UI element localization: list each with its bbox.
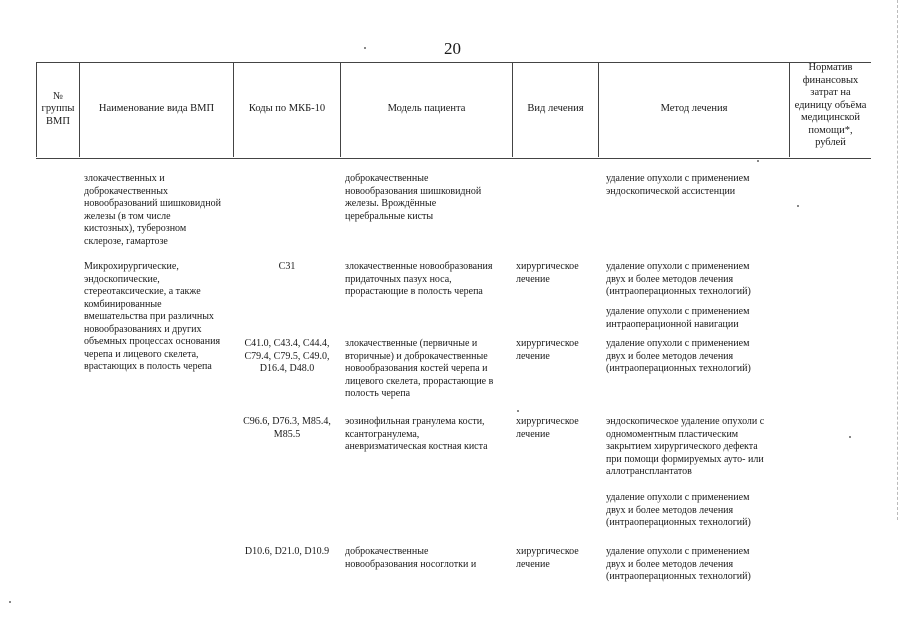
patient-model-cell: эозинофильная гранулема кости, ксантогранулема, аневризматическая костная киста [345, 416, 488, 452]
page-number: 20 [444, 39, 461, 58]
vmp-name-cell: злокачественных и доброкачественных новообразований шишковидной железы (в том числе кистозных), туберозном склерозе, гамартозе [84, 173, 221, 247]
treatment-method-cell: удаление опухоли с применением двух и более методов лечения (интраоперационных технологий) [606, 492, 751, 528]
scan-speck [797, 205, 799, 207]
treatment-type-cell: хирургическое лечение [516, 546, 579, 570]
scan-speck [849, 436, 851, 438]
scan-speck [757, 160, 759, 162]
header-icd-codes: Коды по МКБ-10 [248, 103, 326, 115]
scan-speck [9, 601, 11, 603]
icd-codes-cell: D10.6, D21.0, D10.9 [244, 546, 330, 557]
scan-edge [897, 0, 898, 520]
icd-codes-cell: C41.0, C43.4, C44.4, C79.4, C79.5, C49.0, D16.4, D48.0 [244, 338, 330, 374]
scan-speck [364, 47, 366, 49]
header-group-no: № группы ВМП [41, 90, 75, 127]
patient-model-cell: злокачественные новообразования придаточных пазух носа, прорастающие в полость черепа [345, 261, 493, 297]
icd-codes-cell: C96.6, D76.3, M85.4, M85.5 [243, 416, 331, 440]
header-treatment-method: Метод лечения [660, 103, 728, 115]
header-cost-norm: Норматив финансовых затрат на единицу объёма медицинской помощи*, рублей [794, 62, 867, 148]
treatment-type-cell: хирургическое лечение [516, 338, 579, 362]
treatment-method-cell: эндоскопическое удаление опухоли с одномоментным пластическим закрытием хирургического дефекта при помощи формируемых ауто- или аллотрансплантатов [606, 416, 765, 477]
treatment-method-cell: удаление опухоли с применением эндоскопической ассистенции [606, 173, 750, 197]
patient-model-cell: злокачественные (первичные и вторичные) и доброкачественные новообразования костей черепа и лицевого скелета, прорастающие в полость черепа [345, 338, 494, 399]
treatment-method-cell: удаление опухоли с применением двух и более методов лечения (интраоперационных технологий) [606, 338, 751, 374]
scan-speck [517, 410, 519, 412]
treatment-type-cell: хирургическое лечение [516, 261, 579, 285]
header-treatment-type: Вид лечения [527, 103, 584, 115]
header-patient-model: Модель пациента [387, 103, 466, 115]
patient-model-cell: доброкачественные новообразования шишковидной железы. Врождённые церебральные кисты [345, 173, 482, 222]
patient-model-cell: доброкачественные новообразования носоглотки и [345, 546, 477, 570]
treatment-method-cell: удаление опухоли с применением двух и более методов лечения (интраоперационных технологий) [606, 261, 751, 297]
treatment-type-cell: хирургическое лечение [516, 416, 579, 440]
header-vmp-name: Наименование вида ВМП [98, 103, 215, 115]
treatment-method-cell: удаление опухоли с применением интраоперационной навигации [606, 306, 750, 330]
treatment-method-cell: удаление опухоли с применением двух и более методов лечения (интраоперационных технологий) [606, 546, 751, 582]
vmp-name-cell: Микрохирургические, эндоскопические, стереотаксические, а также комбинированные вмешательства при различных новообразованиях и других объемных процессах основания черепа и лицевого скелета, врастающих в полость черепа [84, 261, 221, 372]
icd-codes-cell: C31 [278, 261, 296, 272]
